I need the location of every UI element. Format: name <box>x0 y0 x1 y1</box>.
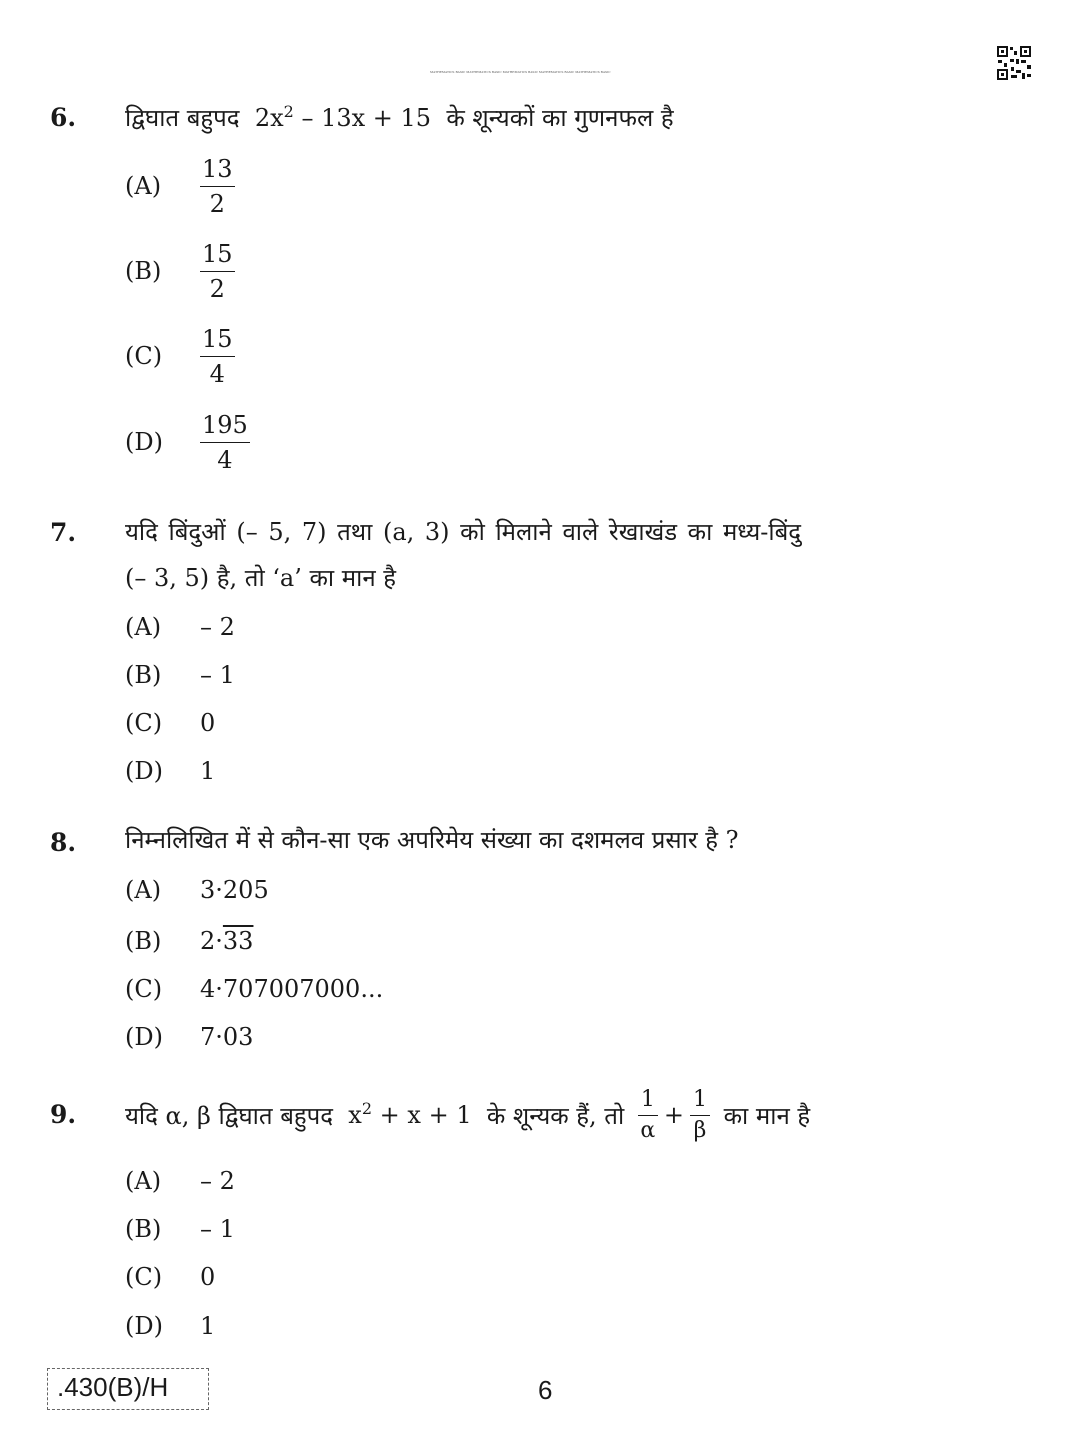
option-value: 3·205 <box>200 876 269 904</box>
option-value: 0 <box>200 1263 216 1291</box>
option-label: (A) <box>125 876 162 904</box>
option-value: 1 <box>200 757 216 785</box>
option-value: – 2 <box>200 1167 235 1195</box>
option-value-recurring: 2·33 <box>200 927 254 955</box>
option-value: – 2 <box>200 613 235 641</box>
polynomial-expression: $2x^2 - 13x + 15$ <box>254 102 432 132</box>
option-value: – 1 <box>200 1215 235 1243</box>
question-text: निम्नलिखित में से कौन-सा एक अपरिमेय संख्या का दशमलव प्रसार है ? <box>125 826 739 854</box>
option-value: 7·03 <box>200 1023 254 1051</box>
reciprocal-beta: $\frac{1}{\beta}$ <box>690 1085 710 1146</box>
question-number: 6. <box>50 103 77 132</box>
option-fraction: $\frac{15}{4}$ <box>200 322 235 391</box>
option-value: – 1 <box>200 661 235 689</box>
option-label: (D) <box>125 1312 163 1340</box>
option-label: (B) <box>125 1215 162 1243</box>
question-number: 8. <box>50 828 77 857</box>
question-text: यदि α, β द्विघात बहुपद $x^2 + x + 1$ के शून्यक हैं, तो $\frac{1}{\alpha}$ + $\frac{1}{\beta}$ का मान है <box>125 1080 810 1150</box>
option-label: (B) <box>125 661 162 689</box>
question-text-line2: (– 3, 5) है, तो ‘a’ का मान है <box>125 564 397 592</box>
option-fraction: $\frac{15}{2}$ <box>200 237 235 306</box>
reciprocal-alpha: $\frac{1}{\alpha}$ <box>638 1085 658 1146</box>
option-fraction: $\frac{13}{2}$ <box>200 152 235 221</box>
option-label: (A) <box>125 172 162 200</box>
option-label: (C) <box>125 975 163 1003</box>
question-text: द्विघात बहुपद $2x^2 - 13x + 15$ के शून्यकों का गुणनफल है <box>125 102 674 132</box>
option-label: (D) <box>125 428 163 456</box>
page-number: 6 <box>538 1375 553 1405</box>
option-fraction: $\frac{195}{4}$ <box>200 408 250 477</box>
option-label: (A) <box>125 613 162 641</box>
option-value: 0 <box>200 709 216 737</box>
option-label: (D) <box>125 1023 163 1051</box>
qr-code-icon <box>996 45 1032 81</box>
option-label: (D) <box>125 757 163 785</box>
option-label: (B) <box>125 257 162 285</box>
option-label: (C) <box>125 1263 163 1291</box>
paper-code: .430(B)/H <box>57 1372 169 1402</box>
security-microtext: MATHEMATICS BASIC MATHEMATICS BASIC MATHEMATICS BASIC MATHEMATICS BASIC MATHEMATICS BASIC <box>430 70 611 74</box>
question-number: 7. <box>50 518 77 547</box>
question-text-line1: यदि बिंदुओं (– 5, 7) तथा (a, 3) को मिलाने वाले रेखाखंड का मध्य-बिंदु <box>125 518 802 546</box>
option-label: (C) <box>125 709 163 737</box>
option-value: 4·707007000... <box>200 975 384 1003</box>
option-label: (C) <box>125 342 163 370</box>
polynomial-expression: $x^2 + x + 1$ <box>348 1099 472 1129</box>
option-label: (B) <box>125 927 162 955</box>
option-value: 1 <box>200 1312 216 1340</box>
option-label: (A) <box>125 1167 162 1195</box>
question-number: 9. <box>50 1100 77 1129</box>
